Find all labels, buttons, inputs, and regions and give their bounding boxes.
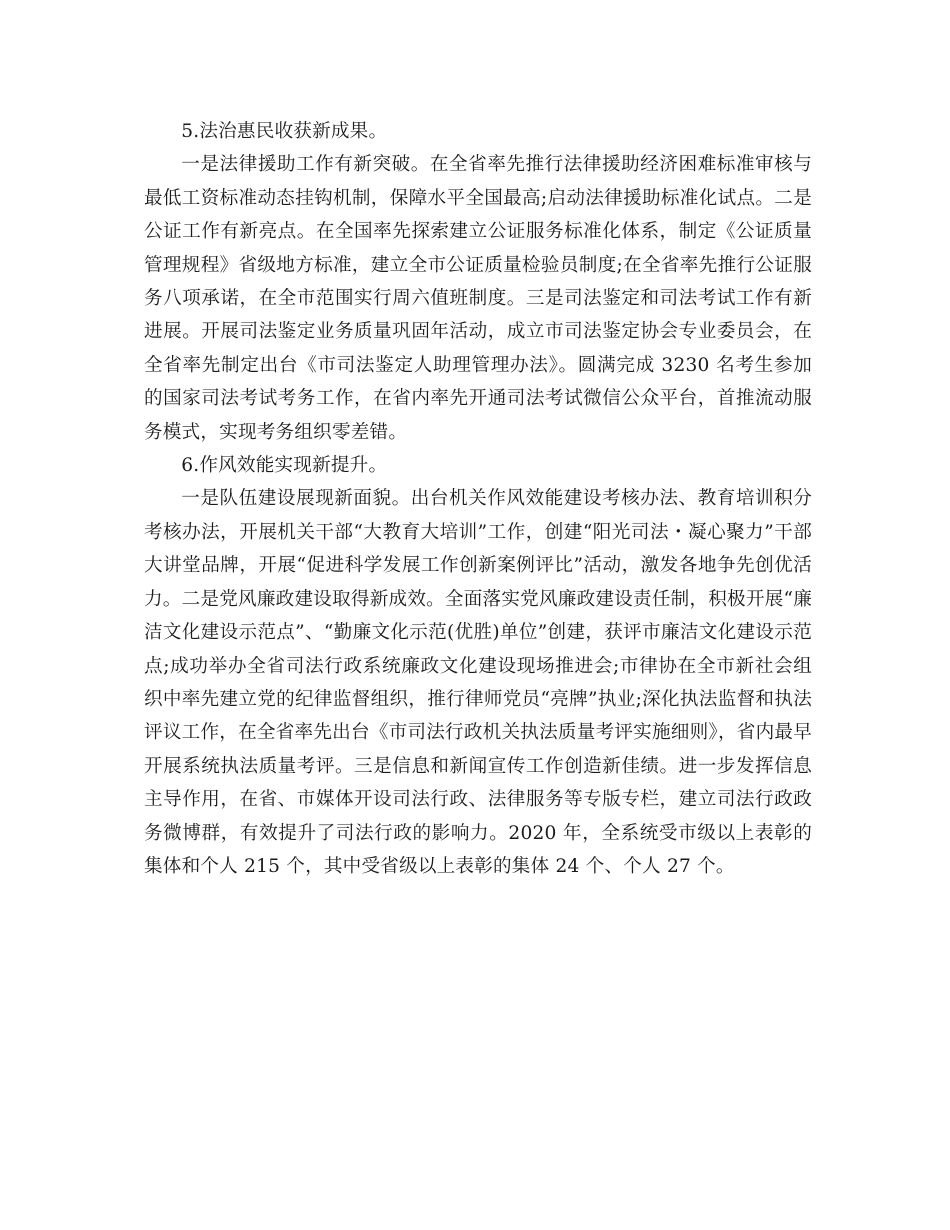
section-heading-5: 5.法治惠民收获新成果。 — [181, 121, 388, 142]
section-heading-6: 6.作风效能实现新提升。 — [181, 455, 388, 477]
body-paragraph: 一是队伍建设展现新面貌。出台机关作风效能建设考核办法、教育培训积分考核办法，开展机关干部“大教育大培训”工作，创建“阳光司法・凝心聚力”干部大讲堂品牌，开展“促进科学发展工作创新案例评比”活动，激发各地争先创优活力。二是党风廉政建设取得新成效。全面落实党风廉政建设责任制，积极开展“廉洁文化建设示范点”、“勤廉文化示范(优胜)单位”创建，获评市廉洁文化建设示范点;成功举办全省司法行政系统廉政文化建设现场推进会;市律协在全市新社会组织中率先建立党的纪律监督组织，推行律师党员“亮牌”执业;深化执法监督和执法评议工作，在全省率先出台《市司法行政机关执法质量考评实施细则》，省内最早开展系统执法质量考评。三是信息和新闻宣传工作创造新佳绩。进一步发挥信息主导作用，在省、市媒体开设司法行政、法律服务等专版专栏，建立司法行政政务微博群，有效提升了司法行政的影响力。2020 年，全系统受市级以上表彰的集体和个人 215 个，其中受省级以上表彰的集体 24 个、个人 27 个。 — [144, 488, 812, 877]
body-paragraph: 一是法律援助工作有新突破。在全省率先推行法律援助经济困难标准审核与最低工资标准动态挂钩机制，保障水平全国最高;启动法律援助标准化试点。二是公证工作有新亮点。在全国率先探索建立公证服务标准化体系，制定《公证质量管理规程》省级地方标准，建立全市公证质量检验员制度;在全省率先推行公证服务八项承诺，在全市范围实行周六值班制度。三是司法鉴定和司法考试工作有新进展。开展司法鉴定业务质量巩固年活动，成立市司法鉴定协会专业委员会，在全省率先制定出台《市司法鉴定人助理管理办法》。圆满完成 3230 名考生参加的国家司法考试考务工作，在省内率先开通司法考试微信公众平台，首推流动服务模式，实现考务组织零差错。 — [144, 154, 812, 443]
document-body — [144, 115, 812, 883]
